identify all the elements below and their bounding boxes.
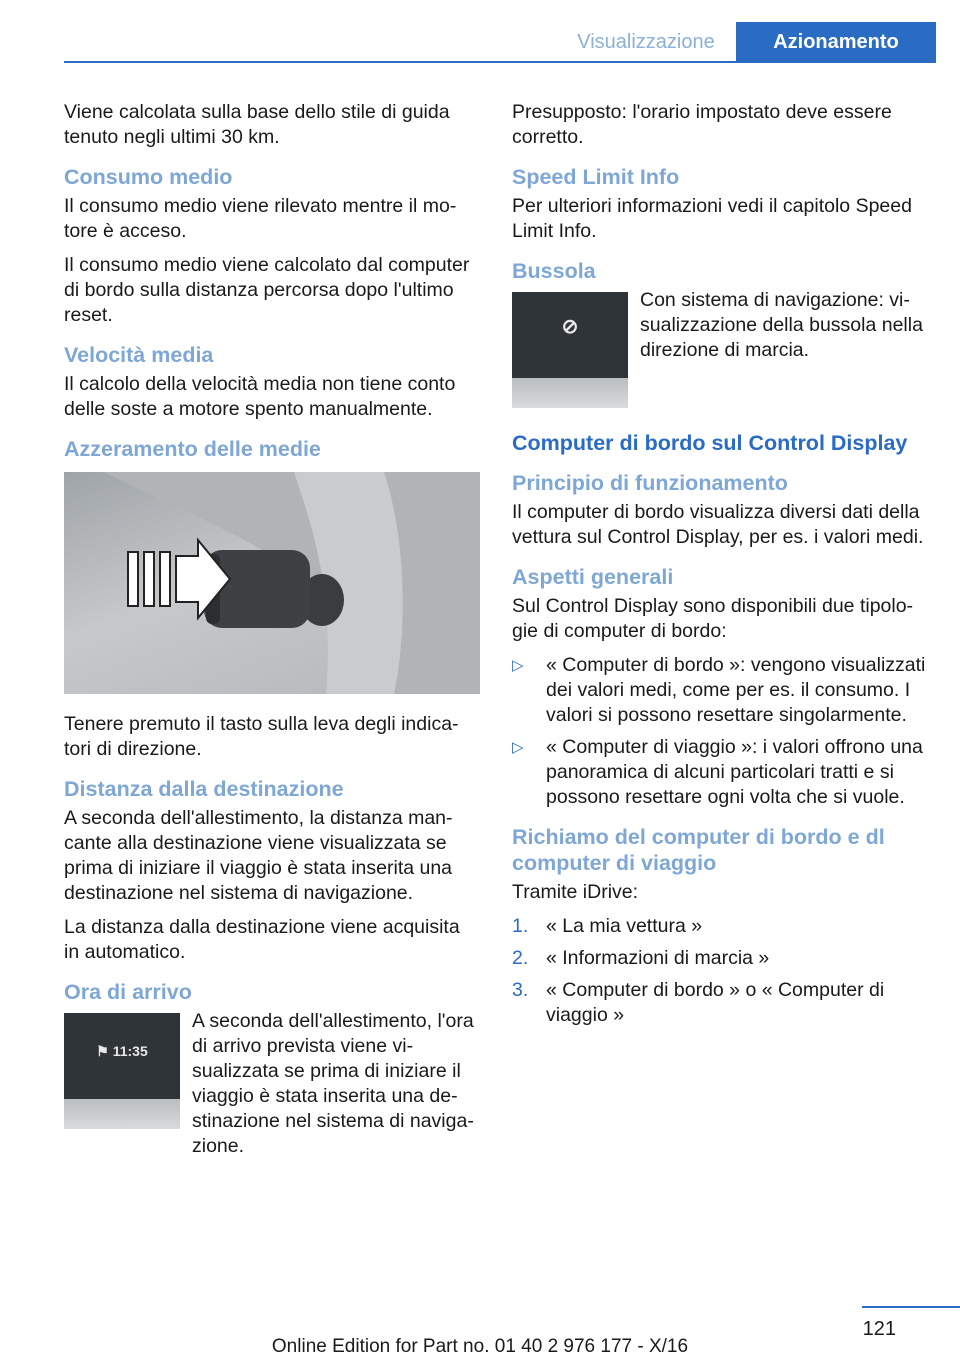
principio-paragraph: Il computer di bordo visualizza diversi dati della vettura sul Control Display, per es. i valori medi. [512, 501, 924, 548]
heading-distanza: Distanza dalla destinazione [64, 777, 344, 801]
heading-principio: Principio di funzionamento [512, 471, 788, 495]
left-column [64, 100, 480, 1168]
heading-ora-arrivo: Ora di arrivo [64, 980, 192, 1004]
velocita-paragraph: Il calcolo della velocità media non tiene conto delle soste a motore spento manualmente. [64, 373, 456, 420]
tramite-paragraph: Tramite iDrive: [512, 881, 639, 903]
list-item: 3. « Computer di bordo » o « Computer di viaggio » [512, 979, 885, 1026]
page-number-rule [862, 1306, 960, 1308]
consumo-paragraph-1: Il consumo medio viene rilevato mentre il mo-tore è acceso. [64, 195, 457, 242]
list-item: 2. « Informazioni di marcia » [512, 947, 770, 969]
list-item: ▷ « Computer di viaggio »: i valori offrono una panoramica di alcuni particolari tratti e si possono resettare ogni volta che si vuole. [512, 736, 923, 808]
presupposto-paragraph: Presupposto: l'orario impostato deve essere corretto. [512, 101, 892, 148]
triangle-bullet-icon: ▷ [512, 657, 524, 674]
list-item: 1. « La mia vettura » [512, 915, 703, 937]
intro-paragraph: Viene calcolata sulla base dello stile di guida tenuto negli ultimi 30 km. [64, 101, 450, 148]
header-rule [64, 61, 936, 63]
heading-aspetti-generali: Aspetti generali [512, 565, 674, 589]
heading-consumo-medio: Consumo medio [64, 165, 233, 189]
computer-types-list [512, 653, 928, 810]
consumo-paragraph-2: Il consumo medio viene calcolato dal computer di bordo sulla distanza percorsa dopo l'ultimo reset. [64, 254, 470, 326]
heading-bussola: Bussola [512, 259, 596, 283]
bussola-paragraph: Con sistema di navigazione: vi-sualizzazione della bussola nella direzione di marcia. [640, 289, 923, 361]
azzeramento-paragraph: Tenere premuto il tasto sulla leva degli indica-tori di direzione. [64, 713, 459, 760]
heading-computer-di-bordo: Computer di bordo sul Control Display [512, 431, 908, 455]
heading-richiamo: Richiamo del computer di bordo e dl computer di viaggio [512, 825, 885, 875]
idrive-steps-list [512, 914, 928, 1028]
heading-azzeramento: Azzeramento delle medie [64, 437, 321, 461]
flag-icon: ⚑ [96, 1043, 109, 1059]
header-tab-azionamento[interactable]: Azionamento [736, 22, 936, 62]
distanza-paragraph-1: A seconda dell'allestimento, la distanza man-cante alla destinazione viene visualizzata se prima di iniziare il viaggio è stata inserita una destinazione nel sistema di navigazione. [64, 807, 453, 904]
edition-footer: Online Edition for Part no. 01 40 2 976 177 - X/16 [271, 1336, 689, 1357]
arrival-time-display-image [64, 1013, 180, 1129]
ora-paragraph: A seconda dell'allestimento, l'ora di arrivo prevista viene vi-sualizzata se prima di iniziare il viaggio è stata inserita una de-stinazione nel sistema di naviga-zione. [192, 1010, 474, 1157]
heading-velocita-media: Velocità media [64, 343, 214, 367]
page-number: 121 [862, 1318, 896, 1340]
aspetti-paragraph: Sul Control Display sono disponibili due tipolo-gie di computer di bordo: [512, 595, 914, 642]
triangle-bullet-icon: ▷ [512, 739, 524, 756]
turn-signal-lever-photo [64, 472, 480, 694]
arrival-time-value: 11:35 [112, 1043, 148, 1059]
speed-paragraph: Per ulteriori informazioni vedi il capitolo Speed Limit Info. [512, 195, 912, 242]
turn-signal-lever-illustration [64, 472, 480, 694]
right-column [512, 100, 928, 1037]
header-tab-visualizzazione[interactable]: Visualizzazione [577, 31, 715, 53]
distanza-paragraph-2: La distanza dalla destinazione viene acquisita in automatico. [64, 916, 460, 963]
list-item: ▷ « Computer di bordo »: vengono visualizzati dei valori medi, come per es. il consumo. I valori si possono resettare singolarmente. [512, 654, 926, 726]
heading-speed-limit-info: Speed Limit Info [512, 165, 680, 189]
compass-icon: ⊘ [561, 316, 579, 338]
compass-display-image [512, 292, 628, 408]
